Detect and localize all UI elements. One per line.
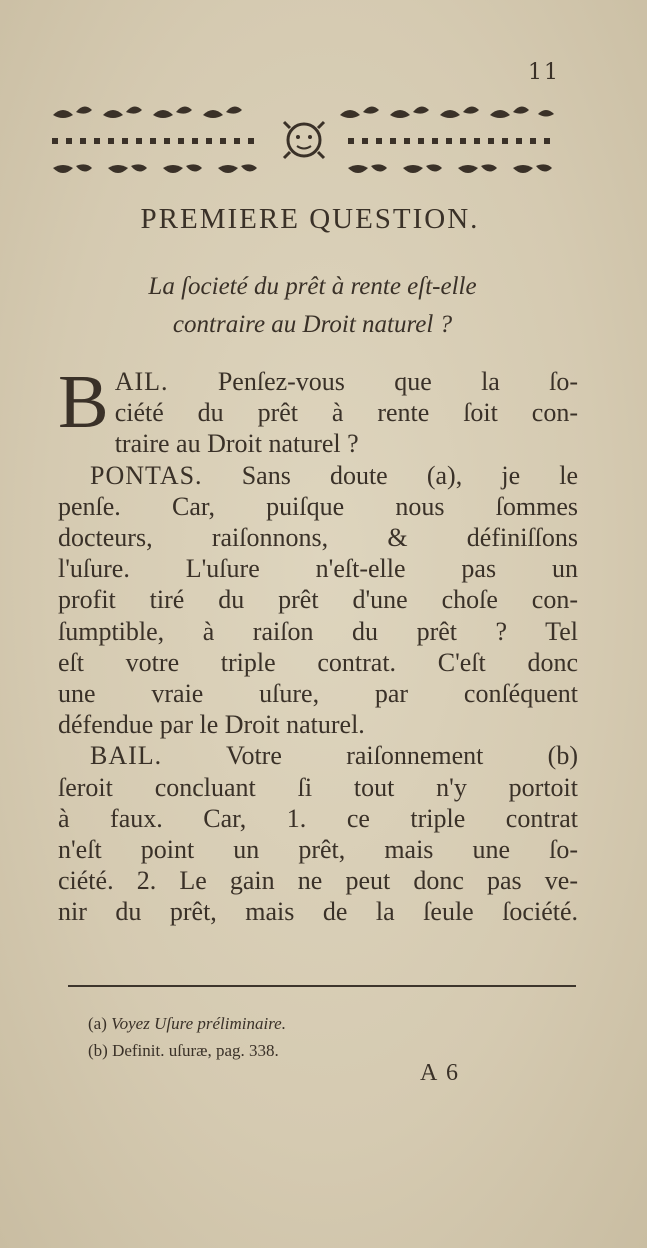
footnote-divider xyxy=(68,985,576,987)
face-medallion-icon xyxy=(284,122,324,158)
page-number: 11 xyxy=(528,60,560,85)
chapter-heading: PREMIERE QUESTION. xyxy=(140,203,480,235)
speaker-name: BAIL. xyxy=(90,741,163,771)
text-line xyxy=(58,366,578,397)
speaker-name: AIL. xyxy=(114,367,169,396)
footnote-text: Voyez Uſure préliminaire. xyxy=(111,1014,286,1033)
paragraph-pontas xyxy=(58,460,578,741)
footnotes xyxy=(88,1010,568,1064)
leaf-sprig-row-bottom-icon xyxy=(53,164,552,173)
drop-cap: B xyxy=(58,360,109,444)
subheading-line-1: La ſocieté du prêt à rente eſt-elle xyxy=(148,273,477,300)
text-line: eſt votre triple contrat. C'eſt donc xyxy=(58,647,578,677)
paragraph-bail-2 xyxy=(58,740,578,927)
question-subheading xyxy=(40,268,585,344)
footnote-a xyxy=(88,1010,568,1037)
text-line-content: Votre raiſonnement (b) xyxy=(226,741,579,771)
text-line: l'uſure. L'uſure n'eſt-elle pas un xyxy=(58,554,578,584)
text-line: traire au Droit naturel ? xyxy=(114,429,359,459)
text-line-content: Penſez-vous que la ſo- xyxy=(217,367,579,396)
text-line: penſe. Car, puiſque nous ſommes xyxy=(58,491,578,521)
paragraph-bail-1 xyxy=(58,360,579,460)
footnote-mark: (a) xyxy=(88,1014,107,1033)
text-line: défendue par le Droit naturel. xyxy=(58,710,365,740)
text-line: ſeroit concluant ſi tout n'y portoit xyxy=(58,772,578,802)
text-line xyxy=(58,460,578,491)
text-line xyxy=(58,740,578,771)
speaker-name: PONTAS. xyxy=(90,460,203,490)
subheading-line-2: contraire au Droit naturel ? xyxy=(172,311,453,338)
leaf-sprig-row-top-icon xyxy=(53,106,554,118)
footnote-b xyxy=(88,1037,568,1064)
text-line: nir du prêt, mais de la ſeule ſociété. xyxy=(58,897,578,927)
decorative-ornament-band xyxy=(48,100,560,180)
footnote-mark: (b) xyxy=(88,1041,108,1060)
text-line: n'eſt point un prêt, mais une ſo- xyxy=(58,835,578,865)
footnote-text: Definit. uſuræ, pag. 338. xyxy=(112,1041,279,1060)
text-line: docteurs, raiſonnons, & définiſſons xyxy=(58,523,578,553)
body-text xyxy=(58,360,579,928)
text-line: ciété. 2. Le gain ne peut donc pas ve- xyxy=(58,866,578,896)
text-line: profit tiré du prêt d'une choſe con- xyxy=(58,585,578,615)
bead-row-icon xyxy=(52,138,550,144)
text-line: ciété du prêt à rente ſoit con- xyxy=(114,398,578,428)
text-line: à faux. Car, 1. ce triple contrat xyxy=(58,803,578,833)
signature-mark: A 6 xyxy=(420,1060,461,1086)
text-line-content: Sans doute (a), je le xyxy=(241,460,579,490)
text-line: ſumptible, à raiſon du prêt ? Tel xyxy=(58,616,578,646)
text-line: une vraie uſure, par conſéquent xyxy=(58,679,578,709)
